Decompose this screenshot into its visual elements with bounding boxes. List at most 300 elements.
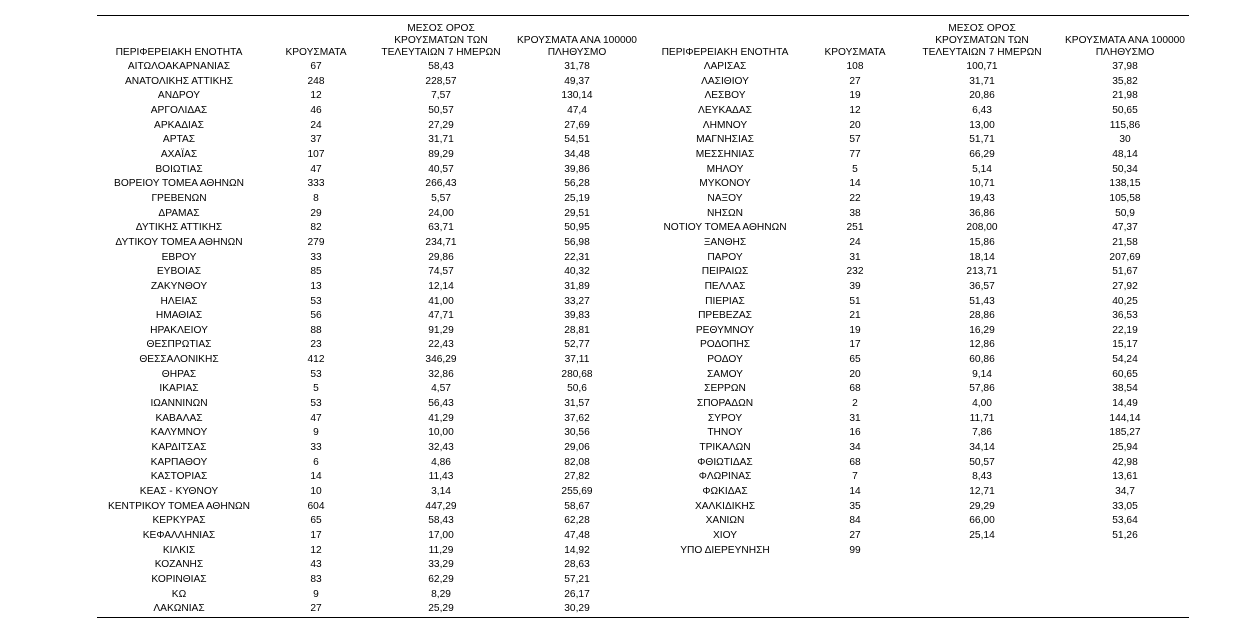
table-row bbox=[643, 368, 1189, 383]
per100k-cell: 21,58 bbox=[1112, 236, 1138, 248]
right-header-cases bbox=[807, 17, 903, 59]
cases-cell: 31 bbox=[849, 412, 861, 424]
cases-cell: 12 bbox=[310, 90, 322, 102]
cases-cell: 37 bbox=[310, 134, 322, 146]
region-cell: ΗΡΑΚΛΕΙΟΥ bbox=[150, 324, 208, 336]
table-row bbox=[643, 456, 1189, 471]
table-row bbox=[643, 192, 1189, 207]
cases-cell: 43 bbox=[310, 559, 322, 571]
per100k-cell: 207,69 bbox=[1109, 251, 1141, 263]
avg7-cell: 34,14 bbox=[969, 442, 995, 454]
per100k-cell: 27,69 bbox=[564, 119, 590, 131]
per100k-cell: 115,86 bbox=[1109, 119, 1141, 131]
table-row bbox=[643, 60, 1189, 75]
cases-cell: 5 bbox=[313, 383, 319, 395]
region-cell: ΗΛΕΙΑΣ bbox=[160, 295, 198, 307]
region-cell: ΛΗΜΝΟΥ bbox=[702, 119, 748, 131]
per100k-cell: 52,77 bbox=[564, 339, 590, 351]
table-row bbox=[97, 544, 643, 559]
avg7-cell: 31,71 bbox=[428, 134, 454, 146]
cases-cell: 19 bbox=[849, 90, 861, 102]
table-row bbox=[643, 133, 1189, 148]
table-row bbox=[97, 119, 643, 134]
per100k-cell: 26,17 bbox=[564, 588, 590, 600]
cases-cell: 12 bbox=[310, 544, 322, 556]
per100k-cell: 40,25 bbox=[1112, 295, 1138, 307]
table-row bbox=[97, 265, 643, 280]
table-row bbox=[97, 251, 643, 266]
per100k-cell: 34,7 bbox=[1115, 486, 1135, 498]
region-cell: ΚΑΣΤΟΡΙΑΣ bbox=[150, 471, 208, 483]
cases-cell: 17 bbox=[310, 530, 322, 541]
right-table-body bbox=[643, 60, 1189, 558]
region-cell: ΣΥΡΟΥ bbox=[707, 412, 743, 424]
table-row bbox=[97, 456, 643, 471]
region-cell: ΦΩΚΙΔΑΣ bbox=[702, 486, 748, 498]
avg7-cell: 22,43 bbox=[428, 339, 454, 351]
cases-cell: 38 bbox=[849, 207, 861, 219]
region-cell: ΞΑΝΘΗΣ bbox=[703, 236, 747, 248]
region-cell: ΑΝΑΤΟΛΙΚΗΣ ΑΤΤΙΚΗΣ bbox=[124, 75, 234, 87]
cases-cell: 77 bbox=[849, 148, 861, 160]
per100k-cell: 51,26 bbox=[1112, 530, 1138, 541]
table-row bbox=[643, 514, 1189, 529]
table-row bbox=[97, 382, 643, 397]
region-cell: ΧΑΛΚΙΔΙΚΗΣ bbox=[694, 500, 756, 512]
avg7-cell: 234,71 bbox=[425, 236, 457, 248]
per100k-cell: 28,63 bbox=[564, 559, 590, 571]
per100k-cell: 33,05 bbox=[1112, 500, 1138, 512]
cases-cell: 108 bbox=[846, 61, 864, 72]
table-row bbox=[643, 338, 1189, 353]
cases-cell: 19 bbox=[849, 324, 861, 336]
left-header-cases bbox=[261, 17, 371, 59]
cases-cell: 12 bbox=[849, 104, 861, 116]
avg7-cell: 12,71 bbox=[969, 486, 995, 498]
table-row bbox=[97, 573, 643, 588]
avg7-cell: 50,57 bbox=[969, 456, 995, 468]
cases-cell: 57 bbox=[849, 134, 861, 146]
region-cell: ΠΙΕΡΙΑΣ bbox=[705, 295, 745, 307]
cases-cell: 27 bbox=[849, 530, 861, 541]
avg7-cell: 17,00 bbox=[428, 530, 454, 541]
region-cell: ΚΑΡΔΙΤΣΑΣ bbox=[151, 442, 207, 454]
per100k-cell: 50,34 bbox=[1112, 163, 1138, 175]
avg7-cell: 27,29 bbox=[428, 119, 454, 131]
table-row bbox=[643, 265, 1189, 280]
per100k-cell: 47,37 bbox=[1112, 222, 1138, 234]
avg7-cell: 29,29 bbox=[969, 500, 995, 512]
table-row bbox=[643, 485, 1189, 500]
region-cell: ΕΥΒΟΙΑΣ bbox=[156, 266, 202, 278]
region-cell: ΚΑΡΠΑΘΟΥ bbox=[150, 456, 208, 468]
table-row bbox=[643, 148, 1189, 163]
avg7-cell: 41,29 bbox=[428, 412, 454, 424]
cases-cell: 248 bbox=[307, 75, 325, 87]
per100k-cell: 22,19 bbox=[1112, 324, 1138, 336]
table-row bbox=[97, 500, 643, 515]
avg7-cell: 36,86 bbox=[969, 207, 995, 219]
per100k-cell: 35,82 bbox=[1112, 75, 1138, 87]
avg7-cell: 19,43 bbox=[969, 192, 995, 204]
region-cell: ΠΑΡΟΥ bbox=[707, 251, 743, 263]
cases-cell: 39 bbox=[849, 280, 861, 292]
region-cell: ΑΡΚΑΔΙΑΣ bbox=[154, 119, 204, 131]
avg7-cell: 56,43 bbox=[428, 398, 454, 410]
per100k-cell: 27,92 bbox=[1112, 280, 1138, 292]
avg7-cell: 208,00 bbox=[966, 222, 998, 234]
avg7-cell: 24,00 bbox=[428, 207, 454, 219]
region-cell: ΚΩ bbox=[171, 588, 187, 600]
cases-cell: 83 bbox=[310, 573, 322, 585]
region-cell: ΔΥΤΙΚΟΥ ΤΟΜΕΑ ΑΘΗΝΩΝ bbox=[115, 236, 243, 248]
cases-cell: 33 bbox=[310, 251, 322, 263]
cases-cell: 29 bbox=[310, 207, 322, 219]
region-cell: ΚΕΡΚΥΡΑΣ bbox=[152, 515, 206, 527]
avg7-cell: 5,14 bbox=[972, 163, 992, 175]
per100k-cell: 31,89 bbox=[564, 280, 590, 292]
per100k-cell: 47,48 bbox=[564, 530, 590, 541]
avg7-cell: 28,86 bbox=[969, 310, 995, 322]
cases-cell: 14 bbox=[849, 486, 861, 498]
cases-cell: 84 bbox=[849, 515, 861, 527]
left-header-region bbox=[97, 17, 261, 59]
region-cell: ΛΕΥΚΑΔΑΣ bbox=[698, 104, 752, 116]
table-row bbox=[643, 353, 1189, 368]
per100k-cell: 40,32 bbox=[564, 266, 590, 278]
per100k-cell: 37,98 bbox=[1112, 61, 1138, 72]
table-bottom-rule bbox=[97, 617, 1189, 618]
avg7-cell: 10,71 bbox=[969, 178, 995, 190]
region-cell: ΝΑΞΟΥ bbox=[707, 192, 743, 204]
avg7-cell: 4,57 bbox=[431, 383, 451, 395]
cases-cell: 24 bbox=[849, 236, 861, 248]
region-cell: ΡΟΔΟΥ bbox=[707, 354, 743, 366]
table-row bbox=[97, 192, 643, 207]
region-cell: ΖΑΚΥΝΘΟΥ bbox=[150, 280, 208, 292]
table-row bbox=[97, 441, 643, 456]
cases-cell: 22 bbox=[849, 192, 861, 204]
avg7-cell: 16,29 bbox=[969, 324, 995, 336]
header-region-label: ΠΕΡΙΦΕΡΕΙΑΚΗ ΕΝΟΤΗΤΑ bbox=[661, 47, 789, 58]
cases-cell: 47 bbox=[310, 412, 322, 424]
per100k-cell: 62,28 bbox=[564, 515, 590, 527]
avg7-cell: 32,86 bbox=[428, 368, 454, 380]
right-header-per100k bbox=[1061, 17, 1189, 59]
header-avg7-label: ΜΕΣΟΣ ΟΡΟΣ ΚΡΟΥΣΜΑΤΩΝ ΤΩΝ ΤΕΛΕΥΤΑΙΩΝ 7 ΗΜΕΡΩΝ bbox=[381, 23, 501, 58]
table-row bbox=[97, 426, 643, 441]
region-cell: ΚΕΝΤΡΙΚΟΥ ΤΟΜΕΑ ΑΘΗΝΩΝ bbox=[107, 500, 251, 512]
cases-cell: 107 bbox=[307, 148, 325, 160]
left-header-per100k bbox=[511, 17, 643, 59]
table-row bbox=[97, 338, 643, 353]
per100k-cell: 49,37 bbox=[564, 75, 590, 87]
avg7-cell: 51,43 bbox=[969, 295, 995, 307]
region-cell: ΓΡΕΒΕΝΩΝ bbox=[151, 192, 207, 204]
cases-cell: 17 bbox=[849, 339, 861, 351]
table-row bbox=[643, 75, 1189, 90]
avg7-cell: 8,43 bbox=[972, 471, 992, 483]
avg7-cell: 60,86 bbox=[969, 354, 995, 366]
per100k-cell: 13,61 bbox=[1112, 471, 1138, 483]
region-cell: ΚΑΒΑΛΑΣ bbox=[155, 412, 203, 424]
region-cell: ΠΡΕΒΕΖΑΣ bbox=[698, 310, 752, 322]
avg7-cell: 63,71 bbox=[428, 222, 454, 234]
region-cell: ΤΡΙΚΑΛΩΝ bbox=[699, 442, 751, 454]
table-row bbox=[97, 133, 643, 148]
avg7-cell: 13,00 bbox=[969, 119, 995, 131]
avg7-cell: 12,86 bbox=[969, 339, 995, 351]
per100k-cell: 138,15 bbox=[1109, 178, 1141, 190]
region-cell: ΔΥΤΙΚΗΣ ΑΤΤΙΚΗΣ bbox=[135, 222, 223, 234]
avg7-cell: 36,57 bbox=[969, 280, 995, 292]
per100k-cell: 105,58 bbox=[1109, 192, 1141, 204]
region-cell: ΛΕΣΒΟΥ bbox=[704, 90, 746, 102]
per100k-cell: 50,95 bbox=[564, 222, 590, 234]
per100k-cell: 185,27 bbox=[1109, 427, 1141, 439]
per100k-cell: 82,08 bbox=[564, 456, 590, 468]
per100k-cell: 53,64 bbox=[1112, 515, 1138, 527]
avg7-cell: 228,57 bbox=[425, 75, 457, 87]
avg7-cell: 31,71 bbox=[969, 75, 995, 87]
table-row bbox=[97, 602, 643, 617]
per100k-cell: 56,98 bbox=[564, 236, 590, 248]
region-cell: ΝΟΤΙΟΥ ΤΟΜΕΑ ΑΘΗΝΩΝ bbox=[663, 222, 787, 234]
avg7-cell: 91,29 bbox=[428, 324, 454, 336]
per100k-cell: 37,11 bbox=[564, 354, 590, 366]
region-cell: ΠΕΙΡΑΙΩΣ bbox=[701, 266, 749, 278]
avg7-cell: 41,00 bbox=[428, 295, 454, 307]
avg7-cell: 47,71 bbox=[428, 310, 454, 322]
per100k-cell: 58,67 bbox=[564, 500, 590, 512]
avg7-cell: 10,00 bbox=[428, 427, 454, 439]
avg7-cell: 25,29 bbox=[428, 603, 454, 615]
cases-cell: 51 bbox=[849, 295, 861, 307]
avg7-cell: 7,86 bbox=[972, 427, 992, 439]
avg7-cell: 89,29 bbox=[428, 148, 454, 160]
avg7-cell: 20,86 bbox=[969, 90, 995, 102]
left-table-body bbox=[97, 60, 643, 617]
per100k-cell: 15,17 bbox=[1112, 339, 1138, 351]
per100k-cell: 36,53 bbox=[1112, 310, 1138, 322]
cases-cell: 24 bbox=[310, 119, 322, 131]
table-top-rule bbox=[97, 15, 1189, 16]
per100k-cell: 37,62 bbox=[564, 412, 590, 424]
cases-cell: 88 bbox=[310, 324, 322, 336]
cases-cell: 13 bbox=[310, 280, 322, 292]
table-row bbox=[643, 221, 1189, 236]
region-cell: ΚΙΛΚΙΣ bbox=[162, 544, 196, 556]
table-row bbox=[97, 89, 643, 104]
cases-cell: 21 bbox=[849, 310, 861, 322]
region-cell: ΜΑΓΝΗΣΙΑΣ bbox=[696, 134, 754, 146]
avg7-cell: 15,86 bbox=[969, 236, 995, 248]
region-cell: ΑΡΤΑΣ bbox=[162, 134, 196, 146]
per100k-cell: 31,57 bbox=[564, 398, 590, 410]
region-cell: ΧΙΟΥ bbox=[712, 530, 738, 541]
avg7-cell: 62,29 bbox=[428, 573, 454, 585]
avg7-cell: 32,43 bbox=[428, 442, 454, 454]
per100k-cell: 22,31 bbox=[564, 251, 590, 263]
table-row bbox=[643, 500, 1189, 515]
per100k-cell: 25,19 bbox=[564, 192, 590, 204]
table-row bbox=[97, 177, 643, 192]
table-row bbox=[97, 75, 643, 90]
avg7-cell: 58,43 bbox=[428, 515, 454, 527]
table-row bbox=[97, 368, 643, 383]
avg7-cell: 66,00 bbox=[969, 515, 995, 527]
table-row bbox=[643, 397, 1189, 412]
header-region-label: ΠΕΡΙΦΕΡΕΙΑΚΗ ΕΝΟΤΗΤΑ bbox=[115, 47, 243, 58]
cases-cell: 53 bbox=[310, 368, 322, 380]
region-cell: ΘΕΣΣΑΛΟΝΙΚΗΣ bbox=[139, 354, 219, 366]
header-cases-label: ΚΡΟΥΣΜΑΤΑ bbox=[824, 47, 886, 58]
cases-cell: 14 bbox=[849, 178, 861, 190]
cases-cell: 67 bbox=[310, 61, 322, 72]
per100k-cell: 144,14 bbox=[1109, 412, 1141, 424]
table-row bbox=[643, 529, 1189, 544]
table-row bbox=[643, 104, 1189, 119]
table-row bbox=[97, 236, 643, 251]
per100k-cell: 42,98 bbox=[1112, 456, 1138, 468]
cases-cell: 5 bbox=[852, 163, 858, 175]
table-row bbox=[97, 353, 643, 368]
per100k-cell: 54,51 bbox=[564, 134, 590, 146]
cases-cell: 412 bbox=[307, 354, 325, 366]
per100k-cell: 28,81 bbox=[564, 324, 590, 336]
per100k-cell: 14,49 bbox=[1112, 398, 1138, 410]
region-cell: ΣΑΜΟΥ bbox=[707, 368, 743, 380]
table-row bbox=[97, 60, 643, 75]
region-cell: ΠΕΛΛΑΣ bbox=[704, 280, 746, 292]
region-cell: ΘΕΣΠΡΩΤΙΑΣ bbox=[146, 339, 212, 351]
cases-cell: 53 bbox=[310, 398, 322, 410]
cases-cell: 65 bbox=[849, 354, 861, 366]
cases-cell: 279 bbox=[307, 236, 325, 248]
region-cell: ΚΑΛΥΜΝΟΥ bbox=[150, 427, 208, 439]
avg7-cell: 4,86 bbox=[431, 456, 451, 468]
avg7-cell: 9,14 bbox=[972, 368, 992, 380]
region-cell: ΙΚΑΡΙΑΣ bbox=[159, 383, 199, 395]
avg7-cell: 11,43 bbox=[428, 471, 454, 483]
region-cell: ΚΕΦΑΛΛΗΝΙΑΣ bbox=[142, 530, 216, 541]
table-row bbox=[643, 163, 1189, 178]
region-cell: ΤΗΝΟΥ bbox=[707, 427, 743, 439]
avg7-cell: 5,57 bbox=[431, 192, 451, 204]
table-row bbox=[97, 397, 643, 412]
table-row bbox=[97, 280, 643, 295]
table-row bbox=[97, 104, 643, 119]
right-header-region bbox=[643, 17, 807, 59]
table-row bbox=[97, 148, 643, 163]
per100k-cell: 39,83 bbox=[564, 310, 590, 322]
header-per100k-label: ΚΡΟΥΣΜΑΤΑ ΑΝΑ 100000 ΠΛΗΘΥΣΜΟ bbox=[517, 35, 637, 58]
cases-cell: 68 bbox=[849, 383, 861, 395]
region-cell: ΘΗΡΑΣ bbox=[161, 368, 197, 380]
per100k-cell: 30,56 bbox=[564, 427, 590, 439]
cases-cell: 82 bbox=[310, 222, 322, 234]
avg7-cell: 7,57 bbox=[431, 90, 451, 102]
per100k-cell: 47,4 bbox=[567, 104, 587, 116]
per100k-cell: 48,14 bbox=[1112, 148, 1138, 160]
left-header-avg7 bbox=[371, 17, 511, 59]
cases-cell: 333 bbox=[307, 178, 325, 190]
table-row bbox=[643, 251, 1189, 266]
table-row bbox=[643, 177, 1189, 192]
per100k-cell: 25,94 bbox=[1112, 442, 1138, 454]
cases-cell: 27 bbox=[849, 75, 861, 87]
table-row bbox=[643, 426, 1189, 441]
avg7-cell: 346,29 bbox=[425, 354, 457, 366]
cases-cell: 232 bbox=[846, 266, 864, 278]
avg7-cell: 6,43 bbox=[972, 104, 992, 116]
table-row bbox=[643, 441, 1189, 456]
cases-cell: 9 bbox=[313, 427, 319, 439]
cases-cell: 31 bbox=[849, 251, 861, 263]
per100k-cell: 30,29 bbox=[564, 603, 590, 615]
table-row bbox=[97, 412, 643, 427]
per100k-cell: 31,78 bbox=[564, 61, 590, 72]
region-cell: ΧΑΝΙΩΝ bbox=[705, 515, 745, 527]
cases-cell: 46 bbox=[310, 104, 322, 116]
per100k-cell: 56,28 bbox=[564, 178, 590, 190]
header-cases-label: ΚΡΟΥΣΜΑΤΑ bbox=[285, 47, 347, 58]
right-header-avg7 bbox=[903, 17, 1061, 59]
region-cell: ΑΙΤΩΛΟΑΚΑΡΝΑΝΙΑΣ bbox=[127, 61, 231, 72]
table-row bbox=[97, 529, 643, 544]
avg7-cell: 66,29 bbox=[969, 148, 995, 160]
region-cell: ΣΠΟΡΑΔΩΝ bbox=[696, 398, 754, 410]
cases-cell: 47 bbox=[310, 163, 322, 175]
table-row bbox=[643, 119, 1189, 134]
per100k-cell: 54,24 bbox=[1112, 354, 1138, 366]
avg7-cell: 29,86 bbox=[428, 251, 454, 263]
cases-cell: 8 bbox=[313, 192, 319, 204]
per100k-cell: 14,92 bbox=[564, 544, 590, 556]
cases-cell: 27 bbox=[310, 603, 322, 615]
per100k-cell: 21,98 bbox=[1112, 90, 1138, 102]
table-row bbox=[97, 324, 643, 339]
cases-cell: 34 bbox=[849, 442, 861, 454]
avg7-cell: 100,71 bbox=[966, 61, 998, 72]
table-row bbox=[643, 382, 1189, 397]
avg7-cell: 51,71 bbox=[969, 134, 995, 146]
per100k-cell: 280,68 bbox=[561, 368, 593, 380]
table-row bbox=[643, 544, 1189, 559]
cases-cell: 7 bbox=[852, 471, 858, 483]
region-cell: ΡΟΔΟΠΗΣ bbox=[699, 339, 751, 351]
region-cell: ΛΑΣΙΘΙΟΥ bbox=[701, 75, 749, 87]
table-row bbox=[97, 470, 643, 485]
per100k-cell: 29,51 bbox=[564, 207, 590, 219]
region-cell: ΗΜΑΘΙΑΣ bbox=[155, 310, 203, 322]
avg7-cell: 8,29 bbox=[431, 588, 451, 600]
cases-cell: 53 bbox=[310, 295, 322, 307]
table-row bbox=[97, 221, 643, 236]
per100k-cell: 50,9 bbox=[1115, 207, 1135, 219]
region-cell: ΑΝΔΡΟΥ bbox=[157, 90, 201, 102]
header-avg7-label: ΜΕΣΟΣ ΟΡΟΣ ΚΡΟΥΣΜΑΤΩΝ ΤΩΝ ΤΕΛΕΥΤΑΙΩΝ 7 ΗΜΕΡΩΝ bbox=[922, 23, 1042, 58]
cases-cell: 56 bbox=[310, 310, 322, 322]
table-row bbox=[97, 558, 643, 573]
cases-cell: 85 bbox=[310, 266, 322, 278]
table-row bbox=[97, 485, 643, 500]
per100k-cell: 39,86 bbox=[564, 163, 590, 175]
region-cell: ΥΠΟ ΔΙΕΡΕΥΝΗΣΗ bbox=[680, 544, 770, 556]
cases-cell: 2 bbox=[852, 398, 858, 410]
per100k-cell: 38,54 bbox=[1112, 383, 1138, 395]
avg7-cell: 57,86 bbox=[969, 383, 995, 395]
